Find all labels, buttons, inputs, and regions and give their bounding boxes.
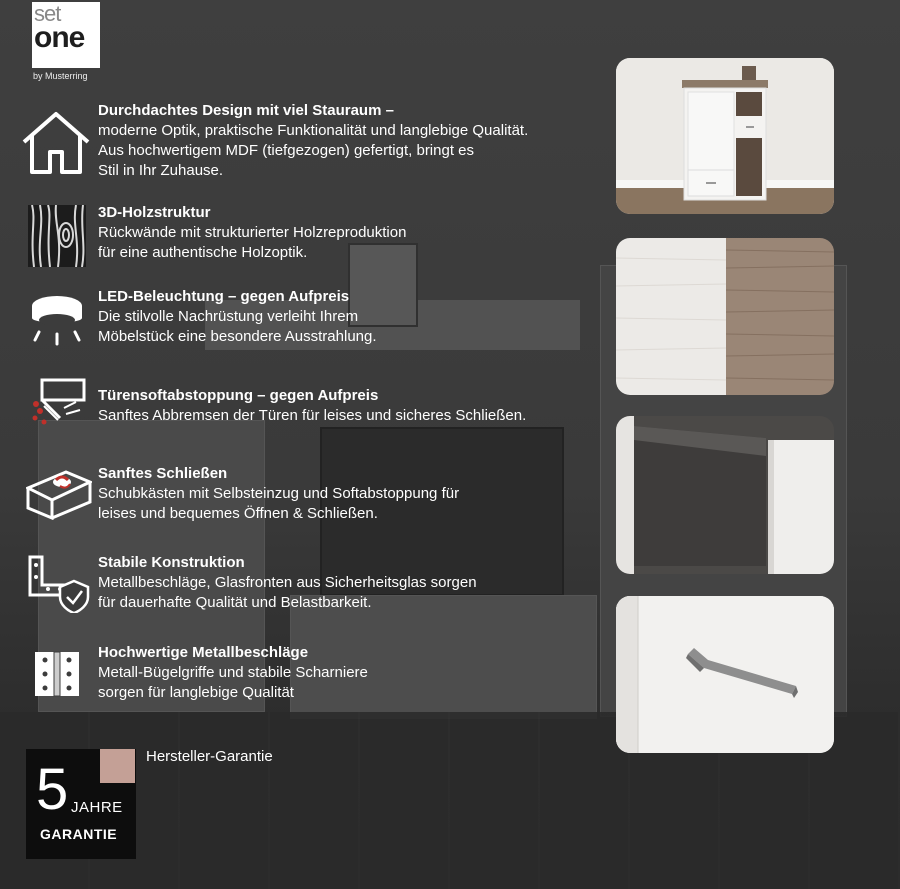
feature-led	[98, 287, 598, 347]
feature-title: Sanftes Schließen	[98, 465, 228, 482]
feature-title: Stabile Konstruktion	[98, 554, 245, 571]
logo-subtitle: by Musterring	[33, 71, 88, 81]
feature-description: Rückwände mit strukturierter Holzreproduktion für eine authentische Holzoptik.	[98, 224, 407, 261]
feature-wood-structure	[98, 203, 598, 263]
feature-metal-fittings	[98, 643, 598, 703]
feature-construction	[98, 553, 598, 613]
feature-design	[98, 101, 598, 181]
hinge-icon	[33, 650, 81, 698]
feature-description: Sanftes Abbremsen der Türen für leises und sicheres Schließen.	[98, 407, 527, 424]
feature-description: moderne Optik, praktische Funktionalität und langlebige Qualität. Aus hochwertigem MDF (tiefgezogen) gefertigt, bringt es Stil in Ihr Zuhause.	[98, 122, 529, 179]
feature-title: Hochwertige Metallbeschläge	[98, 644, 309, 661]
guarantee-label: GARANTIE	[40, 826, 118, 842]
feature-title: Durchdachtes Design mit viel Stauraum –	[98, 102, 394, 119]
guarantee-unit: JAHRE	[71, 799, 123, 816]
house-icon	[20, 108, 92, 176]
product-photo-wood-texture	[616, 238, 834, 395]
led-light-icon	[27, 290, 87, 348]
bracket-shield-icon	[28, 555, 90, 613]
product-photo-cabinet	[616, 58, 834, 214]
guarantee-badge	[26, 749, 136, 859]
guarantee-caption: Hersteller-Garantie	[146, 748, 273, 765]
wood-grain-icon	[28, 205, 86, 267]
product-photo-drawer	[616, 416, 834, 574]
feature-description: Die stilvolle Nachrüstung verleiht Ihrem Möbelstück eine besondere Ausstrahlung.	[98, 308, 377, 345]
feature-title: LED-Beleuchtung – gegen Aufpreis	[98, 288, 350, 305]
feature-soft-close	[98, 464, 598, 524]
door-softclose-icon	[30, 378, 88, 430]
feature-title: Türensoftabstoppung – gegen Aufpreis	[98, 387, 379, 404]
logo-line1: set	[34, 1, 61, 26]
product-photo-handle	[616, 596, 834, 753]
guarantee-swatch	[100, 749, 135, 783]
drawer-softclose-icon	[26, 468, 92, 520]
feature-description: Metallbeschläge, Glasfronten aus Sicherheitsglas sorgen für dauerhafte Qualität und Belastbarkeit.	[98, 574, 477, 611]
feature-title: 3D-Holzstruktur	[98, 204, 211, 221]
feature-description: Metall-Bügelgriffe und stabile Scharniere sorgen für langlebige Qualität	[98, 664, 368, 701]
feature-door-softclose	[98, 386, 598, 426]
logo-line2: one	[34, 21, 85, 54]
feature-description: Schubkästen mit Selbsteinzug und Softabstoppung für leises und bequemes Öffnen & Schließen.	[98, 485, 460, 522]
guarantee-years: 5	[36, 757, 69, 822]
brand-logo	[32, 2, 100, 68]
